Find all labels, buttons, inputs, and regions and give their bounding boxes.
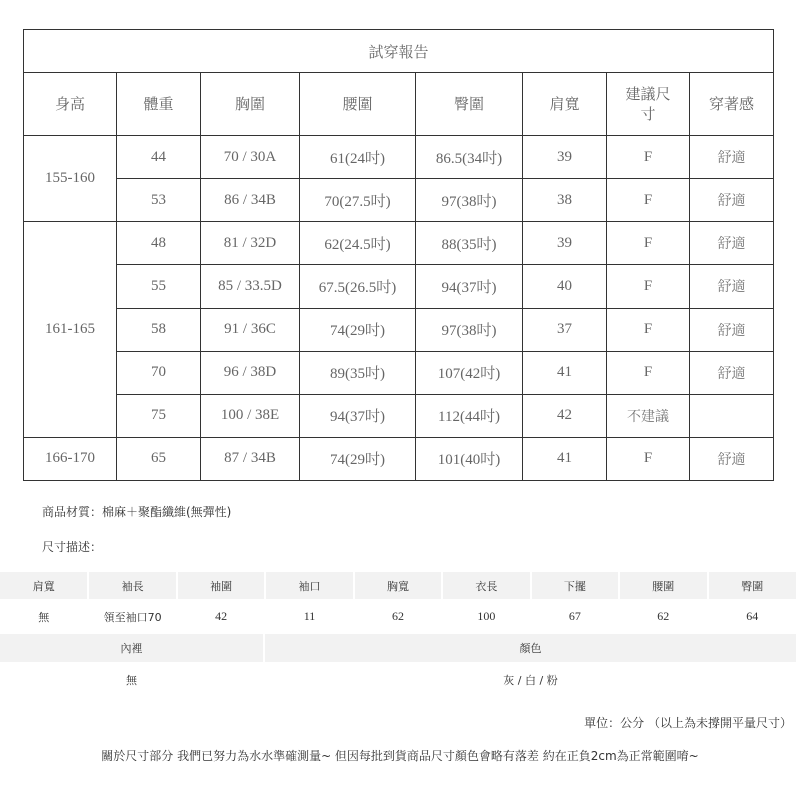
bust-cell: 96 / 38D bbox=[201, 351, 300, 394]
unit-note: 單位：公分 （以上為未撐開平量尺寸） bbox=[584, 716, 792, 730]
table-row bbox=[24, 351, 774, 394]
height-range-cell: 166-170 bbox=[24, 437, 117, 480]
shoulder-cell: 37 bbox=[523, 308, 607, 351]
spec-value-cell: 100 bbox=[442, 599, 530, 634]
spec-value-cell: 64 bbox=[708, 599, 797, 634]
waist-header: 腰圍 bbox=[300, 73, 416, 136]
hip-cell: 112(44吋) bbox=[416, 394, 523, 437]
size-cell: F bbox=[607, 222, 690, 265]
table-row bbox=[24, 222, 774, 265]
table-row bbox=[24, 265, 774, 308]
height-range-cell: 161-165 bbox=[24, 222, 117, 438]
weight-cell: 58 bbox=[117, 308, 201, 351]
spec-header-cell: 衣長 bbox=[442, 572, 530, 599]
shoulder-cell: 41 bbox=[523, 437, 607, 480]
spec-header-cell: 下擺 bbox=[531, 572, 619, 599]
bust-cell: 70 / 30A bbox=[201, 136, 300, 179]
size-spec-table bbox=[0, 572, 796, 634]
spec-value-cell: 67 bbox=[531, 599, 619, 634]
hip-cell: 94(37吋) bbox=[416, 265, 523, 308]
report-body bbox=[24, 136, 774, 481]
size-cell: F bbox=[607, 351, 690, 394]
size-description-label: 尺寸描述： bbox=[42, 540, 103, 554]
height-header: 身高 bbox=[24, 73, 117, 136]
hip-cell: 101(40吋) bbox=[416, 437, 523, 480]
waist-cell: 74(29吋) bbox=[300, 437, 416, 480]
bust-cell: 100 / 38E bbox=[201, 394, 300, 437]
feel-cell: 舒適 bbox=[690, 351, 774, 394]
weight-header: 體重 bbox=[117, 73, 201, 136]
hip-cell: 97(38吋) bbox=[416, 179, 523, 222]
size-cell: F bbox=[607, 265, 690, 308]
feel-cell: 舒適 bbox=[690, 437, 774, 480]
waist-cell: 62(24.5吋) bbox=[300, 222, 416, 265]
waist-cell: 89(35吋) bbox=[300, 351, 416, 394]
report-header-row bbox=[24, 73, 774, 136]
spec-value-cell: 領至袖口70 bbox=[88, 599, 176, 634]
hip-cell: 97(38吋) bbox=[416, 308, 523, 351]
size-spec-header-row bbox=[0, 572, 796, 599]
bust-cell: 81 / 32D bbox=[201, 222, 300, 265]
weight-cell: 55 bbox=[117, 265, 201, 308]
color-header: 顏色 bbox=[264, 634, 796, 662]
weight-cell: 75 bbox=[117, 394, 201, 437]
shoulder-cell: 38 bbox=[523, 179, 607, 222]
weight-cell: 53 bbox=[117, 179, 201, 222]
feel-cell: 舒適 bbox=[690, 222, 774, 265]
hip-cell: 86.5(34吋) bbox=[416, 136, 523, 179]
table-row bbox=[24, 394, 774, 437]
report-title: 試穿報告 bbox=[24, 30, 774, 73]
height-range-cell: 155-160 bbox=[24, 136, 117, 222]
table-row bbox=[24, 179, 774, 222]
size-cell: 不建議 bbox=[607, 394, 690, 437]
spec-header-cell: 胸寬 bbox=[354, 572, 442, 599]
lining-color-table bbox=[0, 634, 796, 697]
spec-value-cell: 11 bbox=[265, 599, 353, 634]
shoulder-cell: 40 bbox=[523, 265, 607, 308]
weight-cell: 48 bbox=[117, 222, 201, 265]
feel-cell: 舒適 bbox=[690, 308, 774, 351]
size-cell: F bbox=[607, 136, 690, 179]
feel-cell: 舒適 bbox=[690, 265, 774, 308]
suggested-size-header: 建議尺 寸 bbox=[607, 73, 690, 136]
spec-header-cell: 腰圍 bbox=[619, 572, 707, 599]
weight-cell: 65 bbox=[117, 437, 201, 480]
size-disclaimer: 關於尺寸部分 我們已努力為水水準確測量~ 但因每批到貨商品尺寸顏色會略有落差 約在正負2cm為正常範圍唷~ bbox=[101, 749, 699, 763]
waist-cell: 74(29吋) bbox=[300, 308, 416, 351]
shoulder-cell: 42 bbox=[523, 394, 607, 437]
spec-value-cell: 62 bbox=[619, 599, 707, 634]
hip-cell: 107(42吋) bbox=[416, 351, 523, 394]
spec-header-cell: 肩寬 bbox=[0, 572, 88, 599]
hip-header: 臀圍 bbox=[416, 73, 523, 136]
lining-color-value-row bbox=[0, 662, 796, 697]
spec-header-cell: 袖口 bbox=[265, 572, 353, 599]
feel-cell bbox=[690, 394, 774, 437]
waist-cell: 70(27.5吋) bbox=[300, 179, 416, 222]
shoulder-header: 肩寬 bbox=[523, 73, 607, 136]
shoulder-cell: 39 bbox=[523, 222, 607, 265]
bust-cell: 85 / 33.5D bbox=[201, 265, 300, 308]
waist-cell: 94(37吋) bbox=[300, 394, 416, 437]
bust-header: 胸圍 bbox=[201, 73, 300, 136]
hip-cell: 88(35吋) bbox=[416, 222, 523, 265]
spec-header-cell: 袖圍 bbox=[177, 572, 265, 599]
size-cell: F bbox=[607, 179, 690, 222]
feel-cell: 舒適 bbox=[690, 179, 774, 222]
bust-cell: 86 / 34B bbox=[201, 179, 300, 222]
shoulder-cell: 39 bbox=[523, 136, 607, 179]
lining-header: 內裡 bbox=[0, 634, 264, 662]
size-cell: F bbox=[607, 308, 690, 351]
waist-cell: 61(24吋) bbox=[300, 136, 416, 179]
feel-cell: 舒適 bbox=[690, 136, 774, 179]
spec-header-cell: 袖長 bbox=[88, 572, 176, 599]
size-spec-value-row bbox=[0, 599, 796, 634]
spec-header-cell: 臀圍 bbox=[708, 572, 797, 599]
weight-cell: 44 bbox=[117, 136, 201, 179]
table-row bbox=[24, 308, 774, 351]
color-value: 灰 / 白 / 粉 bbox=[264, 662, 796, 697]
spec-value-cell: 無 bbox=[0, 599, 88, 634]
table-row bbox=[24, 136, 774, 179]
shoulder-cell: 41 bbox=[523, 351, 607, 394]
fit-feel-header: 穿著感 bbox=[690, 73, 774, 136]
bust-cell: 91 / 36C bbox=[201, 308, 300, 351]
bust-cell: 87 / 34B bbox=[201, 437, 300, 480]
weight-cell: 70 bbox=[117, 351, 201, 394]
fit-report-table bbox=[23, 29, 774, 481]
table-row bbox=[24, 437, 774, 480]
waist-cell: 67.5(26.5吋) bbox=[300, 265, 416, 308]
material-note: 商品材質：棉麻＋聚酯纖維(無彈性) bbox=[42, 505, 232, 519]
spec-value-cell: 42 bbox=[177, 599, 265, 634]
spec-value-cell: 62 bbox=[354, 599, 442, 634]
lining-value: 無 bbox=[0, 662, 264, 697]
size-cell: F bbox=[607, 437, 690, 480]
lining-color-header-row bbox=[0, 634, 796, 662]
